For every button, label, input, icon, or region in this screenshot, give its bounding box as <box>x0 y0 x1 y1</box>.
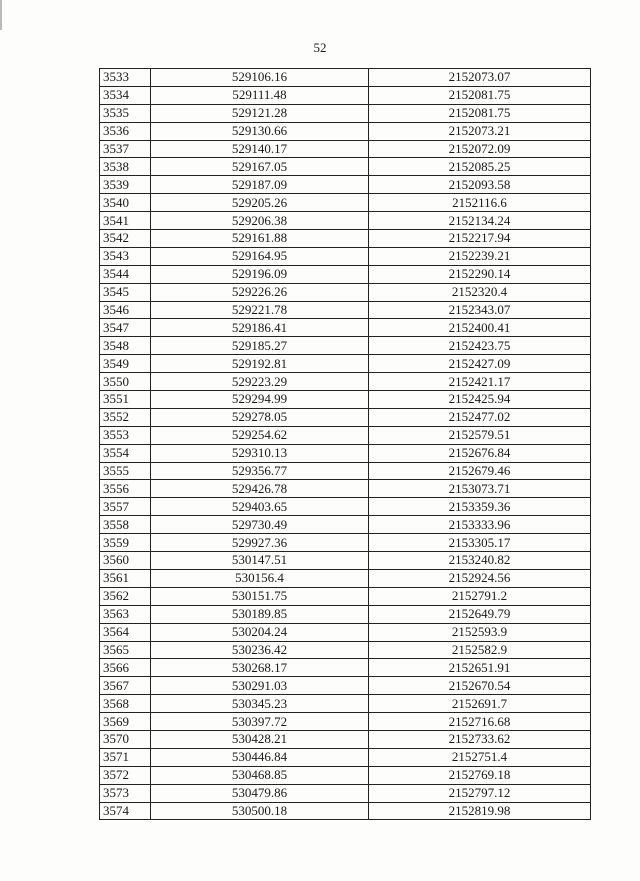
point-number-cell: 3541 <box>100 212 151 230</box>
y-coordinate-cell: 2152670.54 <box>369 677 591 695</box>
x-coordinate-cell: 529221.78 <box>151 301 369 319</box>
x-coordinate-cell: 529130.66 <box>151 122 369 140</box>
table-row <box>100 587 591 605</box>
x-coordinate-cell: 529730.49 <box>151 516 369 534</box>
point-number-cell: 3537 <box>100 140 151 158</box>
point-number-cell: 3536 <box>100 122 151 140</box>
y-coordinate-cell: 2152819.98 <box>369 802 591 820</box>
x-coordinate-cell: 530428.21 <box>151 730 369 748</box>
y-coordinate-cell: 2152217.94 <box>369 230 591 248</box>
table-row <box>100 605 591 623</box>
y-coordinate-cell: 2152073.21 <box>369 122 591 140</box>
point-number-cell: 3567 <box>100 677 151 695</box>
x-coordinate-cell: 529164.95 <box>151 247 369 265</box>
y-coordinate-cell: 2152343.07 <box>369 301 591 319</box>
table-row <box>100 623 591 641</box>
table-row <box>100 319 591 337</box>
y-coordinate-cell: 2153305.17 <box>369 534 591 552</box>
point-number-cell: 3544 <box>100 265 151 283</box>
table-row <box>100 730 591 748</box>
y-coordinate-cell: 2152239.21 <box>369 247 591 265</box>
y-coordinate-cell: 2152676.84 <box>369 444 591 462</box>
point-number-cell: 3560 <box>100 552 151 570</box>
x-coordinate-cell: 529206.38 <box>151 212 369 230</box>
x-coordinate-cell: 530468.85 <box>151 766 369 784</box>
x-coordinate-cell: 529192.81 <box>151 355 369 373</box>
point-number-cell: 3565 <box>100 641 151 659</box>
table-row <box>100 552 591 570</box>
point-number-cell: 3543 <box>100 247 151 265</box>
x-coordinate-cell: 529121.28 <box>151 104 369 122</box>
table-row <box>100 480 591 498</box>
x-coordinate-cell: 529426.78 <box>151 480 369 498</box>
y-coordinate-cell: 2152579.51 <box>369 426 591 444</box>
x-coordinate-cell: 529106.16 <box>151 69 369 87</box>
x-coordinate-cell: 530446.84 <box>151 748 369 766</box>
point-number-cell: 3549 <box>100 355 151 373</box>
x-coordinate-cell: 529310.13 <box>151 444 369 462</box>
y-coordinate-cell: 2152649.79 <box>369 605 591 623</box>
table-row <box>100 677 591 695</box>
point-number-cell: 3538 <box>100 158 151 176</box>
table-row <box>100 373 591 391</box>
table-row <box>100 534 591 552</box>
y-coordinate-cell: 2152081.75 <box>369 86 591 104</box>
table-row <box>100 247 591 265</box>
point-number-cell: 3542 <box>100 230 151 248</box>
x-coordinate-cell: 530156.4 <box>151 569 369 587</box>
point-number-cell: 3535 <box>100 104 151 122</box>
x-coordinate-cell: 529187.09 <box>151 176 369 194</box>
x-coordinate-cell: 530189.85 <box>151 605 369 623</box>
y-coordinate-cell: 2152924.56 <box>369 569 591 587</box>
table-row <box>100 784 591 802</box>
point-number-cell: 3534 <box>100 86 151 104</box>
y-coordinate-cell: 2152797.12 <box>369 784 591 802</box>
y-coordinate-cell: 2152081.75 <box>369 104 591 122</box>
x-coordinate-cell: 529223.29 <box>151 373 369 391</box>
table-row <box>100 301 591 319</box>
x-coordinate-cell: 529196.09 <box>151 265 369 283</box>
y-coordinate-cell: 2152423.75 <box>369 337 591 355</box>
y-coordinate-cell: 2152477.02 <box>369 408 591 426</box>
point-number-cell: 3561 <box>100 569 151 587</box>
table-row <box>100 104 591 122</box>
y-coordinate-cell: 2152427.09 <box>369 355 591 373</box>
x-coordinate-cell: 530236.42 <box>151 641 369 659</box>
point-number-cell: 3548 <box>100 337 151 355</box>
point-number-cell: 3546 <box>100 301 151 319</box>
x-coordinate-cell: 529185.27 <box>151 337 369 355</box>
x-coordinate-cell: 529226.26 <box>151 283 369 301</box>
x-coordinate-cell: 529356.77 <box>151 462 369 480</box>
y-coordinate-cell: 2152073.07 <box>369 69 591 87</box>
table-row <box>100 766 591 784</box>
point-number-cell: 3570 <box>100 730 151 748</box>
x-coordinate-cell: 529927.36 <box>151 534 369 552</box>
table-row <box>100 641 591 659</box>
coordinates-table <box>99 68 591 820</box>
x-coordinate-cell: 530268.17 <box>151 659 369 677</box>
y-coordinate-cell: 2152769.18 <box>369 766 591 784</box>
y-coordinate-cell: 2152421.17 <box>369 373 591 391</box>
y-coordinate-cell: 2152791.2 <box>369 587 591 605</box>
y-coordinate-cell: 2152691.7 <box>369 695 591 713</box>
point-number-cell: 3568 <box>100 695 151 713</box>
table-row <box>100 212 591 230</box>
table-row <box>100 337 591 355</box>
table-row <box>100 158 591 176</box>
table-row <box>100 569 591 587</box>
point-number-cell: 3539 <box>100 176 151 194</box>
y-coordinate-cell: 2152072.09 <box>369 140 591 158</box>
table-row <box>100 86 591 104</box>
x-coordinate-cell: 529161.88 <box>151 230 369 248</box>
point-number-cell: 3551 <box>100 391 151 409</box>
x-coordinate-cell: 529294.99 <box>151 391 369 409</box>
point-number-cell: 3556 <box>100 480 151 498</box>
table-row <box>100 426 591 444</box>
point-number-cell: 3571 <box>100 748 151 766</box>
x-coordinate-cell: 529140.17 <box>151 140 369 158</box>
point-number-cell: 3533 <box>100 69 151 87</box>
table-row <box>100 176 591 194</box>
y-coordinate-cell: 2152582.9 <box>369 641 591 659</box>
point-number-cell: 3545 <box>100 283 151 301</box>
table-row <box>100 69 591 87</box>
x-coordinate-cell: 530147.51 <box>151 552 369 570</box>
table-row <box>100 444 591 462</box>
x-coordinate-cell: 529186.41 <box>151 319 369 337</box>
point-number-cell: 3550 <box>100 373 151 391</box>
table-row <box>100 713 591 731</box>
table-row <box>100 194 591 212</box>
y-coordinate-cell: 2152751.4 <box>369 748 591 766</box>
table-row <box>100 498 591 516</box>
x-coordinate-cell: 529403.65 <box>151 498 369 516</box>
y-coordinate-cell: 2152733.62 <box>369 730 591 748</box>
point-number-cell: 3547 <box>100 319 151 337</box>
y-coordinate-cell: 2152651.91 <box>369 659 591 677</box>
point-number-cell: 3563 <box>100 605 151 623</box>
point-number-cell: 3558 <box>100 516 151 534</box>
y-coordinate-cell: 2152593.9 <box>369 623 591 641</box>
y-coordinate-cell: 2153359.36 <box>369 498 591 516</box>
y-coordinate-cell: 2152679.46 <box>369 462 591 480</box>
table-row <box>100 695 591 713</box>
y-coordinate-cell: 2152425.94 <box>369 391 591 409</box>
y-coordinate-cell: 2153073.71 <box>369 480 591 498</box>
x-coordinate-cell: 529254.62 <box>151 426 369 444</box>
table-row <box>100 122 591 140</box>
y-coordinate-cell: 2152400.41 <box>369 319 591 337</box>
y-coordinate-cell: 2152085.25 <box>369 158 591 176</box>
table-row <box>100 283 591 301</box>
point-number-cell: 3553 <box>100 426 151 444</box>
table-row <box>100 408 591 426</box>
point-number-cell: 3540 <box>100 194 151 212</box>
x-coordinate-cell: 530204.24 <box>151 623 369 641</box>
y-coordinate-cell: 2152290.14 <box>369 265 591 283</box>
table-row <box>100 516 591 534</box>
x-coordinate-cell: 530345.23 <box>151 695 369 713</box>
page-number: 52 <box>313 40 327 55</box>
x-coordinate-cell: 530500.18 <box>151 802 369 820</box>
table-row <box>100 355 591 373</box>
point-number-cell: 3562 <box>100 587 151 605</box>
point-number-cell: 3573 <box>100 784 151 802</box>
x-coordinate-cell: 529205.26 <box>151 194 369 212</box>
point-number-cell: 3552 <box>100 408 151 426</box>
point-number-cell: 3572 <box>100 766 151 784</box>
x-coordinate-cell: 530291.03 <box>151 677 369 695</box>
point-number-cell: 3554 <box>100 444 151 462</box>
scan-edge-mark <box>0 0 2 30</box>
x-coordinate-cell: 529278.05 <box>151 408 369 426</box>
point-number-cell: 3559 <box>100 534 151 552</box>
point-number-cell: 3569 <box>100 713 151 731</box>
y-coordinate-cell: 2152116.6 <box>369 194 591 212</box>
y-coordinate-cell: 2153333.96 <box>369 516 591 534</box>
x-coordinate-cell: 530151.75 <box>151 587 369 605</box>
table-row <box>100 265 591 283</box>
table-row <box>100 140 591 158</box>
y-coordinate-cell: 2153240.82 <box>369 552 591 570</box>
point-number-cell: 3564 <box>100 623 151 641</box>
point-number-cell: 3574 <box>100 802 151 820</box>
y-coordinate-cell: 2152716.68 <box>369 713 591 731</box>
point-number-cell: 3566 <box>100 659 151 677</box>
x-coordinate-cell: 529167.05 <box>151 158 369 176</box>
table-row <box>100 802 591 820</box>
x-coordinate-cell: 530397.72 <box>151 713 369 731</box>
table-row <box>100 230 591 248</box>
coordinates-table-body <box>100 69 591 820</box>
x-coordinate-cell: 530479.86 <box>151 784 369 802</box>
table-row <box>100 391 591 409</box>
table-row <box>100 659 591 677</box>
x-coordinate-cell: 529111.48 <box>151 86 369 104</box>
point-number-cell: 3557 <box>100 498 151 516</box>
y-coordinate-cell: 2152093.58 <box>369 176 591 194</box>
y-coordinate-cell: 2152320.4 <box>369 283 591 301</box>
table-row <box>100 462 591 480</box>
y-coordinate-cell: 2152134.24 <box>369 212 591 230</box>
table-row <box>100 748 591 766</box>
point-number-cell: 3555 <box>100 462 151 480</box>
